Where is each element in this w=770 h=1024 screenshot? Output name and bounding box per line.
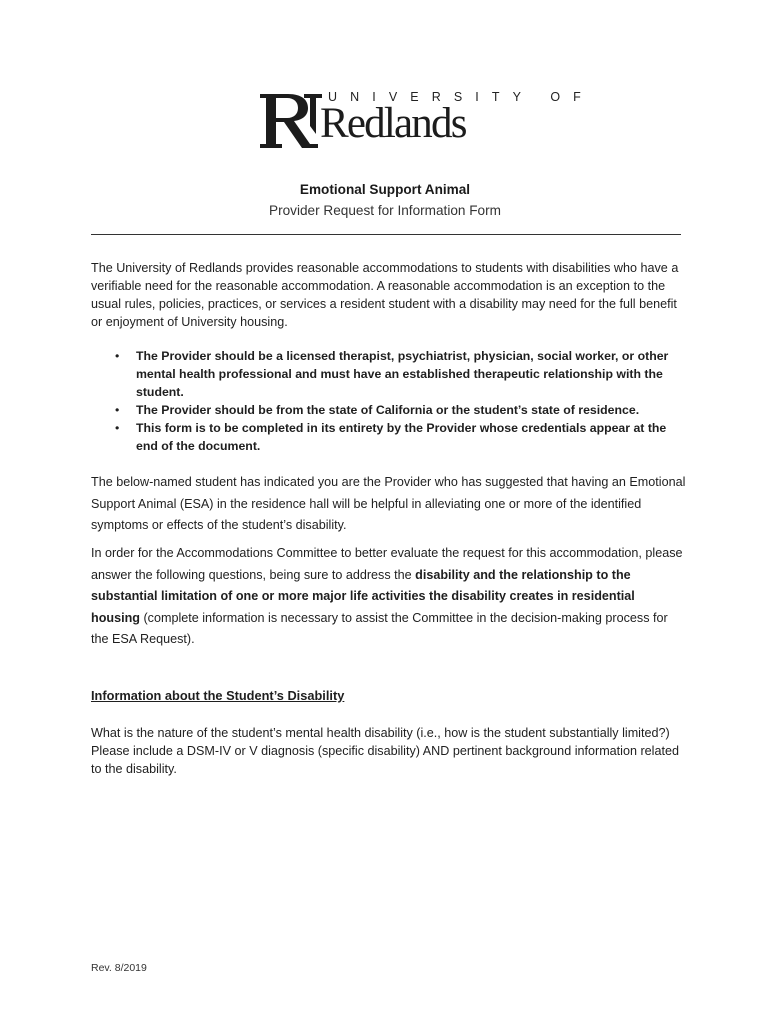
logo-top-text: UNIVERSITY OF xyxy=(328,90,594,104)
list-item xyxy=(91,419,687,455)
section-heading: Information about the Student’s Disability xyxy=(91,688,345,703)
list-item xyxy=(91,401,687,419)
bullet-icon: • xyxy=(115,421,120,435)
revision-footer: Rev. 8/2019 xyxy=(91,962,147,974)
logo-name-text: Redlands xyxy=(320,100,466,147)
provider-requirements-list xyxy=(91,347,687,455)
bullet-icon: • xyxy=(115,403,120,417)
instructions-text-emphasis: disability and the relationship to the substantial limitation of one or more major life activities the disability creates in residential housing xyxy=(91,567,635,625)
named-student-paragraph: The below-named student has indicated you are the Provider who has suggested that having an Emotional Support Animal (ESA) in the residence hall will be helpful in alleviating one or more of the identified symptoms or effects of the student’s disability. xyxy=(91,475,686,532)
university-logo xyxy=(258,88,594,150)
instructions-text-start: In order for the Accommodations Committee to better evaluate the request for this accommodation, please answer the following questions, being sure to address the xyxy=(91,546,683,582)
instructions-paragraph xyxy=(91,543,687,651)
intro-paragraph: The University of Redlands provides reasonable accommodations to students with disabilities who have a verifiable need for the reasonable accommodation. A reasonable accommodation is an exception to the usual rules, policies, practices, or services a resident student with a disability may need for the full benefit or enjoyment of University housing. xyxy=(91,261,679,329)
form-subtitle: Provider Request for Information Form xyxy=(269,203,501,218)
list-item-text: This form is to be completed in its entirety by the Provider whose credentials appear at the end of the document. xyxy=(136,421,667,453)
title-divider xyxy=(91,234,681,235)
instructions-text-end: (complete information is necessary to assist the Committee in the decision-making process for the ESA Request). xyxy=(91,610,668,646)
disability-question: What is the nature of the student’s mental health disability (i.e., how is the student substantially limited?) Please include a DSM-IV or V diagnosis (specific disability) AND pertinent background information related to the disability. xyxy=(91,726,679,776)
list-item-text: The Provider should be from the state of California or the student’s state of residence. xyxy=(136,403,640,417)
form-title: Emotional Support Animal xyxy=(299,182,471,197)
list-item xyxy=(91,347,687,401)
bullet-icon: • xyxy=(115,349,120,363)
university-monogram-icon xyxy=(258,88,322,150)
list-item-text: The Provider should be a licensed therapist, psychiatrist, physician, social worker, or other mental health professional and must have an established therapeutic relationship with the student. xyxy=(136,349,669,399)
